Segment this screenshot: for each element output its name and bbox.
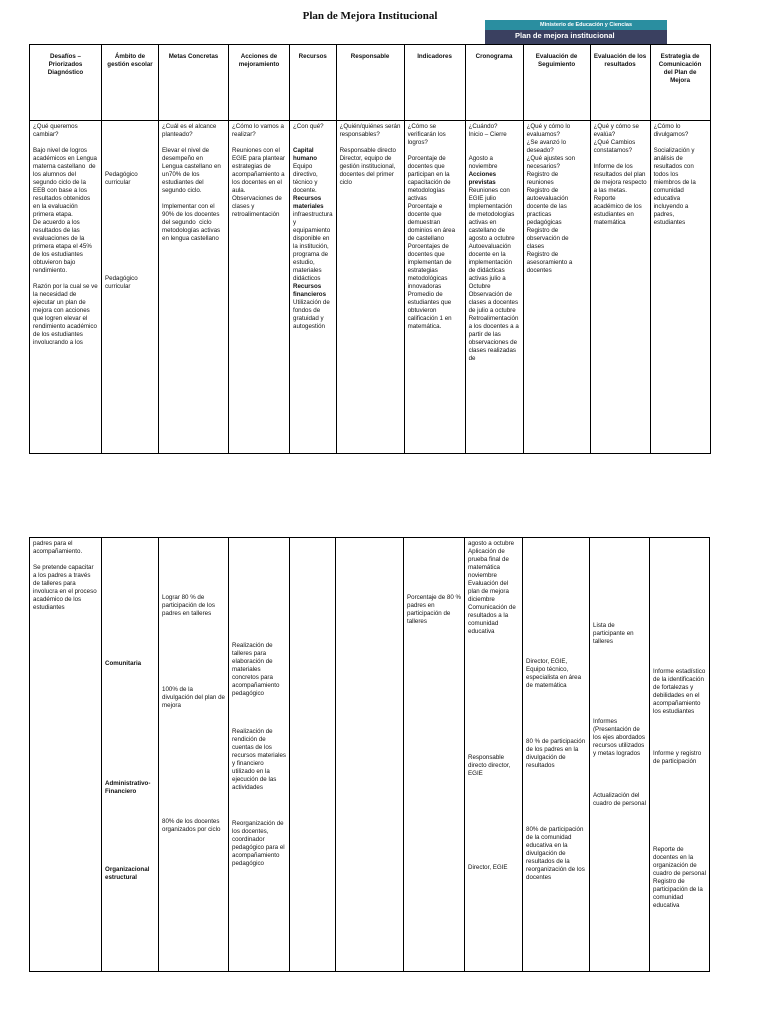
banner-plan: Plan de mejora institucional: [485, 30, 667, 44]
resultado-3: Actualización del cuadro de personal: [593, 792, 646, 807]
header-ambito: Ámbito de gestión escolar: [102, 45, 159, 121]
resultado-1: Lista de participante en talleres: [593, 622, 634, 645]
cell-resultados: ¿Qué y cómo se evalúa? ¿Qué Cambios constatamos? Informe de los resultados del plan de mejora respecto a las metas. Reporte académico de los estudiantes en matemática: [590, 121, 650, 454]
ambito-administrativo: Administrativo-Financiero: [105, 780, 151, 795]
recursos-materiales-title: Recursos materiales: [293, 195, 324, 210]
cell-cronograma: [465, 121, 523, 454]
recursos-materiales: infraestructura y equipamiento disponible en la institución, programa de estudio, materiales didácticos: [293, 211, 333, 282]
cell-indicadores: [404, 538, 465, 972]
estrategia-1: Informe estadístico de la identificación de fortalezas y debilidades en el acompañamiento los estudiantes: [653, 668, 706, 715]
header-resultados: Evaluación de los resultados: [590, 45, 650, 121]
seguimiento-1: Director, EGIE, Equipo técnico, especialista en área de matemática: [526, 658, 582, 689]
header-cronograma: Cronograma: [465, 45, 523, 121]
cell-cronograma: [465, 538, 523, 972]
seguimiento-3: 80% de participación de la comunidad educativa en la divulgación de resultados de la reorganización de los docentes: [526, 826, 585, 881]
cell-estrategia: ¿Cómo lo divulgamos? Socialización y análisis de resultados con todos los miembros de la comunidad educativa incluyendo a padres, estudiantes: [650, 121, 710, 454]
header-estrategia: Estrategia de Comunicación del Plan de Mejora: [650, 45, 710, 121]
resultado-2: Informes (Presentación de los ejes abordados recursos utilizados y metas logrados: [593, 718, 645, 757]
header-indicadores: Indicadores: [404, 45, 465, 121]
recursos-financieros: Utilización de fondos de gratuidad y autogestión: [293, 299, 330, 330]
indicador-1: Porcentaje de 80 % padres en participación de talleres: [407, 594, 462, 625]
crono-1: agosto a octubre Aplicación de prueba final de matemática noviembre Evaluación del plan de mejora diciembre Comunicación de resultados a la comunidad educativa: [468, 540, 516, 635]
plan-table-page1: [29, 44, 711, 454]
meta-3: 80% de los docentes organizados por ciclo: [162, 818, 221, 833]
accion-3: Reorganización de los docentes, coordinador pedagógico para el acompañamiento pedagógico: [232, 820, 285, 867]
cell-recursos: [290, 538, 336, 972]
cell-ambito: Pedagógico curricular Pedagógico curricular: [102, 121, 159, 454]
estrategia-3: Reporte de docentes en la organización de cuadro de personal Registro de participación de la comunidad educativa: [653, 846, 706, 909]
cell-responsable: [336, 538, 404, 972]
meta-1: Lograr 80 % de participación de los padres en talleres: [162, 594, 215, 617]
banner-ministry: Ministerio de Educación y Ciencias: [485, 20, 667, 30]
crono-detail: Reuniones con EGIE julio Implementación de metodologías activas en castellano de agosto a octubre Autoevaluación docente en la implementación de didácticas activas julio a Octubre Observación de clases a docentes de julio a octubre Retroalimentación a los docentes a a partir de las observaciones de clases realizadas de: [468, 187, 519, 362]
crono-acciones-title: Acciones previstas: [468, 171, 498, 186]
header-metas: Metas Concretas: [159, 45, 229, 121]
recursos-humano: Equipo directivo, técnico y docente.: [293, 163, 318, 194]
ambito-organizacional: Organizacional estructural: [105, 866, 150, 881]
recursos-humano-title: Capital humano: [293, 147, 318, 162]
table-row: [30, 538, 710, 972]
cell-seguimiento: [523, 538, 590, 972]
crono-3: Director, EGIE: [468, 864, 508, 871]
cell-acciones: ¿Cómo lo vamos a realizar? Reuniones con el EGIE para plantear estrategias de acompañamiento a los docentes en el aula. Observaciones de clases y retroalimentación: [229, 121, 290, 454]
cell-recursos: [290, 121, 337, 454]
cell-estrategia: [650, 538, 710, 972]
recursos-question: ¿Con qué?: [293, 123, 324, 130]
estrategia-2: Informe y registro de participación: [653, 750, 702, 765]
cell-seguimiento: ¿Qué y cómo lo evaluamos? ¿Se avanzó lo deseado? ¿Qué ajustes son necesarios? Registro de reuniones Registro de autoevaluación docente de las practicas pedagógicas Registro de observación de clases Registro de asesoramiento a docentes: [523, 121, 590, 454]
cell-resultados: [590, 538, 650, 972]
header-responsable: Responsable: [336, 45, 404, 121]
header-acciones: Acciones de mejoramiento: [229, 45, 290, 121]
cell-desafios: ¿Qué queremos cambiar? Bajo nivel de logros académicos en Lengua materna castellano de los alumnos del segundo ciclo de la EEB con base a los resultados obtenidos en la evaluación primera etapa. De acuerdo a los resultados de las evaluaciones de la primera etapa el 45% de los estudiantes obtuvieron bajo rendimiento. Razón por la cual se ve la necesidad de ejecutar un plan de mejora con acciones que logren elevar el rendimiento académico de los estudiantes involucrando a los: [30, 121, 102, 454]
recursos-financieros-title: Recursos financieros: [293, 283, 327, 298]
header-desafios: Desafíos – Priorizados Diagnóstico: [30, 45, 102, 121]
seguimiento-2: 80 % de participación de los padres en la divulgación de resultados: [526, 738, 586, 769]
cell-indicadores: ¿Cómo se verificarán los logros? Porcentaje de docentes que participan en la capacitación de metodologías activas Porcentaje e docente que demuestran dominios en área de castellano Porcentajes de docentes que implementan de estrategias metodológicas innovadoras Promedio de estudiantes que obtuvieron calificación 1 en matemática.: [404, 121, 465, 454]
cell-acciones: [229, 538, 290, 972]
cell-metas: ¿Cuál es el alcance planteado? Elevar el nivel de desempeño en Lengua castellano en un70% de los estudiantes del segundo ciclo. Implementar con el 90% de los docentes del segundo ciclo metodologías activas en lengua castellano: [159, 121, 229, 454]
cell-ambito: [102, 538, 159, 972]
header-seguimiento: Evaluación de Seguimiento: [523, 45, 590, 121]
cell-desafios: padres para el acompañamiento. Se pretende capacitar a los padres a través de talleres para involucra en el proceso académico de los estudiantes: [30, 538, 102, 972]
cell-responsable: ¿Quién/quiénes serán responsables? Responsable directo Director, equipo de gestión institucional, docentes del primer ciclo: [336, 121, 404, 454]
meta-2: 100% de la divulgación del plan de mejora: [162, 686, 225, 709]
header-recursos: Recursos: [290, 45, 337, 121]
table-row: [30, 121, 711, 454]
document-title: Plan de Mejora Institucional: [302, 10, 438, 22]
ambito-comunitaria: Comunitaria: [105, 660, 142, 667]
header-row: [30, 45, 711, 121]
plan-table-page2: [29, 537, 710, 972]
accion-2: Realización de rendición de cuentas de los recursos materiales y financiero utilizado en la ejecución de las actividades: [232, 728, 286, 791]
accion-1: Realización de talleres para elaboración de materiales concretos para acompañamiento pedagógico: [232, 642, 280, 697]
cell-metas: [159, 538, 229, 972]
ministry-banner: [485, 20, 667, 44]
crono-2: Responsable directo director, EGIE: [468, 754, 511, 777]
crono-intro: ¿Cuándo? Inicio – Cierre Agosto a noviembre: [468, 123, 507, 170]
